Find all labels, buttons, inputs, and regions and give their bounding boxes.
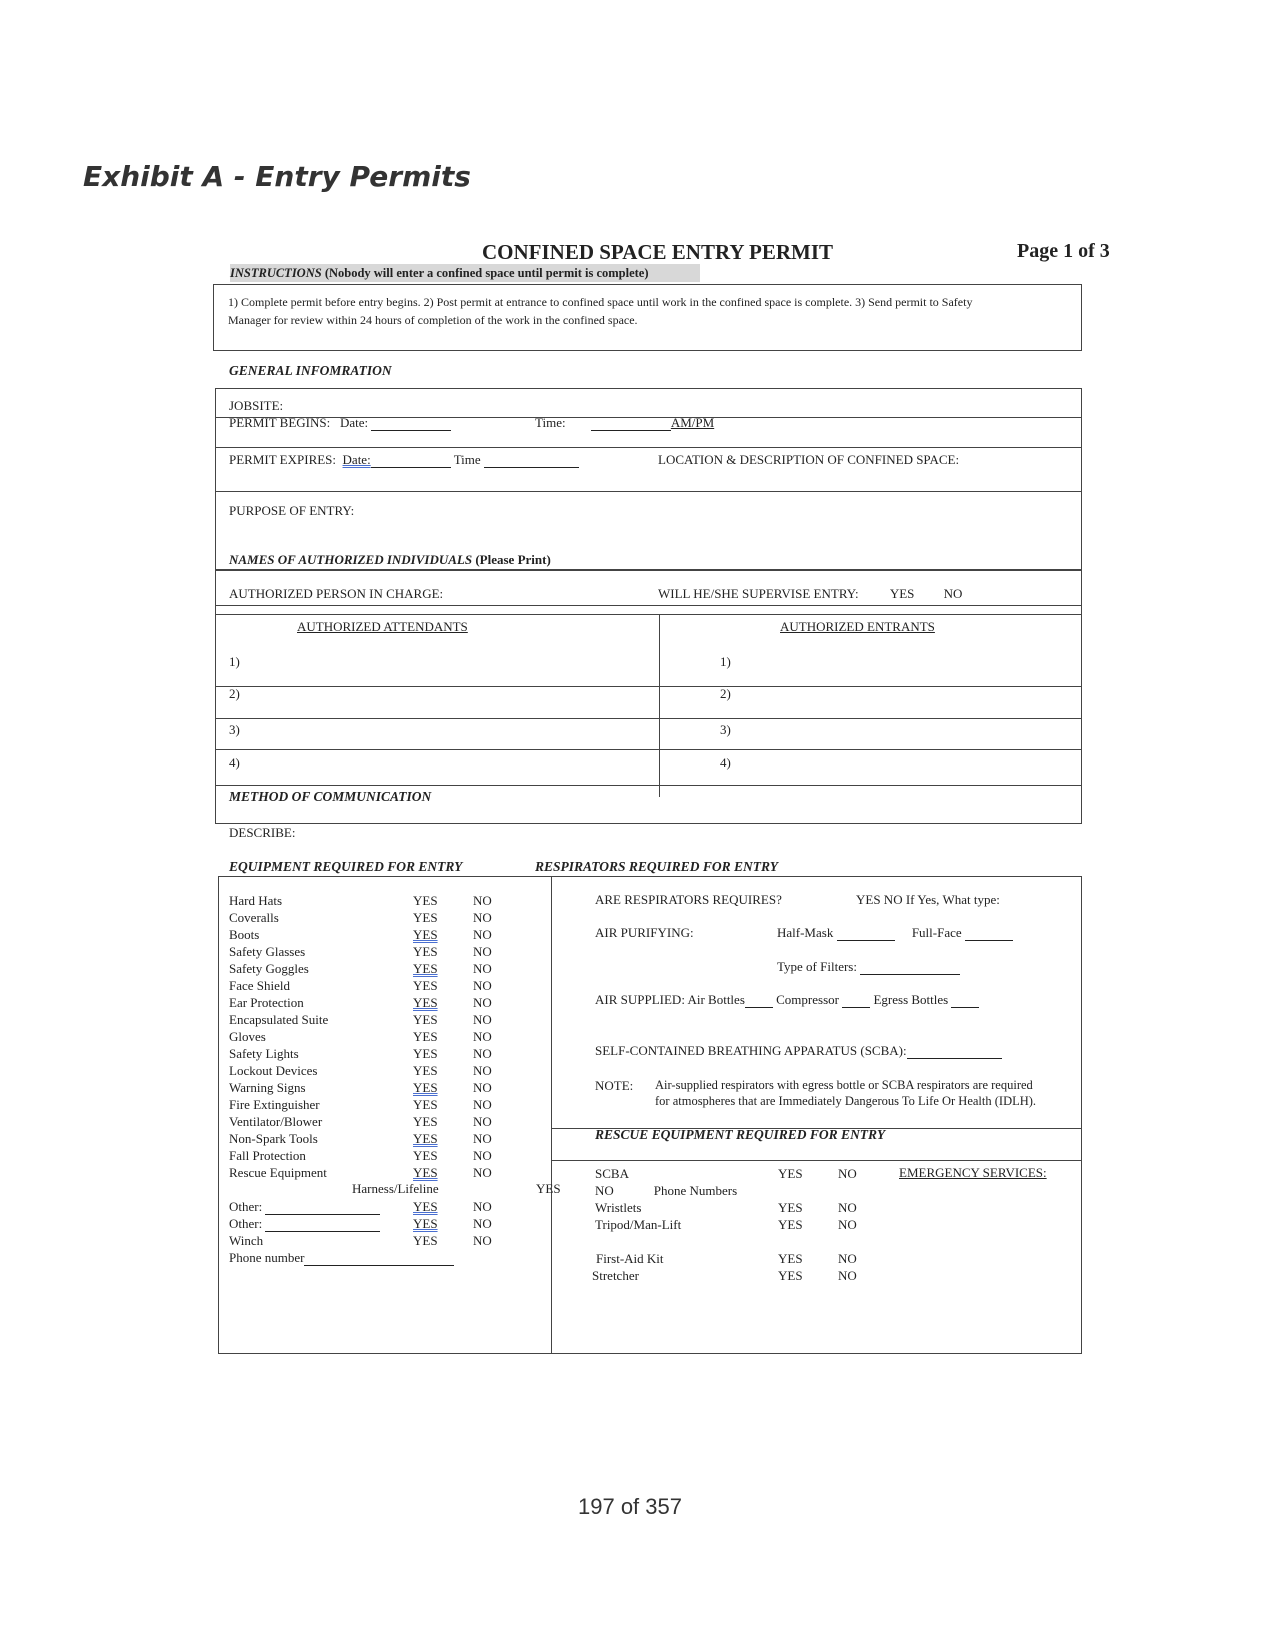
equipment-item: Boots — [229, 927, 260, 942]
tripod: Tripod/Man-Lift — [595, 1217, 682, 1232]
equipment-no[interactable]: NO — [473, 1165, 492, 1180]
equipment-yes[interactable]: YES — [413, 1114, 438, 1129]
equipment-items — [229, 892, 328, 1181]
rescue-no[interactable]: NO — [838, 1217, 857, 1232]
page-indicator: Page 1 of 3 — [1017, 240, 1110, 262]
permit-expires-label: PERMIT EXPIRES: — [229, 452, 337, 467]
expire-date-field[interactable] — [371, 455, 451, 468]
rescue-yes-column — [778, 1165, 803, 1233]
first-aid-no-column — [838, 1250, 857, 1284]
equipment-item: Ear Protection — [229, 995, 304, 1010]
equipment-item: Gloves — [229, 1029, 266, 1044]
harness-yes[interactable]: YES — [536, 1181, 561, 1196]
full-face-field[interactable] — [965, 928, 1013, 941]
first-aid-yes-column — [778, 1250, 803, 1284]
purpose-label: PURPOSE OF ENTRY: — [229, 503, 355, 518]
instructions-label — [230, 264, 700, 282]
equipment-no[interactable]: NO — [473, 944, 492, 959]
equipment-item: Rescue Equipment — [229, 1165, 327, 1180]
permit-begins-row — [229, 415, 451, 431]
names-note: (Please Print) — [475, 552, 551, 567]
equipment-item: Non-Spark Tools — [229, 1131, 318, 1146]
supervise-row — [658, 586, 962, 602]
begin-date-label: Date: — [340, 415, 369, 430]
equipment-yes[interactable]: YES — [413, 1131, 438, 1146]
equipment-yes[interactable]: YES — [413, 893, 438, 908]
page-number: 197 of 357 — [578, 1494, 682, 1519]
equipment-item: Coveralls — [229, 910, 279, 925]
entrant-1[interactable]: 1) — [720, 654, 731, 669]
supervise-label: WILL HE/SHE SUPERVISE ENTRY: — [658, 586, 859, 601]
rescue-no[interactable]: NO — [838, 1166, 857, 1181]
expire-time-field[interactable] — [484, 455, 579, 468]
full-face-label: Full-Face — [911, 925, 962, 940]
rescue-scba: SCBA — [595, 1166, 629, 1181]
equipment-item: Lockout Devices — [229, 1063, 318, 1078]
attendants-header: AUTHORIZED ATTENDANTS — [297, 619, 468, 634]
instructions-title: INSTRUCTIONS — [230, 266, 322, 280]
first-aid-items — [592, 1250, 664, 1284]
phone-number-field[interactable] — [304, 1253, 454, 1266]
air-purifying-label: AIR PURIFYING: — [595, 925, 694, 940]
attendant-2[interactable]: 2) — [229, 686, 240, 701]
attendant-1[interactable]: 1) — [229, 654, 240, 669]
instructions-text-1: 1) Complete permit before entry begins. 2) Post permit at entrance to confined space until work in the confined space is complete. 3) Send permit to Safety — [228, 295, 973, 309]
half-mask-field[interactable] — [837, 928, 895, 941]
equipment-yes[interactable]: YES — [413, 910, 438, 925]
equipment-no[interactable]: NO — [473, 1046, 492, 1061]
names-label: NAMES OF AUTHORIZED INDIVIDUALS — [229, 552, 473, 567]
first-aid-no[interactable]: NO — [838, 1251, 857, 1266]
equipment-no[interactable]: NO — [473, 1097, 492, 1112]
stretcher-yes[interactable]: YES — [778, 1268, 803, 1283]
wristlets: Wristlets — [595, 1200, 642, 1215]
equipment-yes[interactable]: YES — [413, 978, 438, 993]
divider — [215, 447, 1082, 448]
equipment-item: Fall Protection — [229, 1148, 306, 1163]
equipment-no[interactable]: NO — [473, 995, 492, 1010]
winch-yes[interactable]: YES — [413, 1233, 438, 1248]
divider — [215, 605, 1082, 606]
equipment-item: Safety Lights — [229, 1046, 299, 1061]
respirators-header: RESPIRATORS REQUIRED FOR ENTRY — [535, 859, 778, 874]
attendant-4[interactable]: 4) — [229, 755, 240, 770]
equipment-no[interactable]: NO — [473, 910, 492, 925]
entrants-header: AUTHORIZED ENTRANTS — [780, 619, 935, 634]
attendant-3[interactable]: 3) — [229, 722, 240, 737]
other-field[interactable] — [265, 1202, 380, 1215]
half-mask-label: Half-Mask — [777, 925, 834, 940]
equipment-yes[interactable]: YES — [413, 1148, 438, 1163]
equipment-no[interactable]: NO — [473, 1012, 492, 1027]
winch-label: Winch — [229, 1233, 264, 1248]
rescue-yes[interactable]: YES — [778, 1217, 803, 1232]
other-no[interactable]: NO — [473, 1199, 492, 1214]
mask-row — [777, 925, 1013, 941]
phone-number-label: Phone number — [229, 1250, 305, 1265]
equipment-no[interactable]: NO — [473, 1063, 492, 1078]
divider — [215, 718, 1082, 719]
emergency-services-label: EMERGENCY SERVICES: — [899, 1165, 1047, 1180]
rescue-yes[interactable]: YES — [778, 1166, 803, 1181]
equipment-no-column — [473, 892, 492, 1181]
ampm-label: AM/PM — [670, 415, 715, 430]
entrant-4[interactable]: 4) — [720, 755, 731, 770]
person-in-charge-label: AUTHORIZED PERSON IN CHARGE: — [229, 586, 444, 601]
equipment-yes[interactable]: YES — [413, 995, 438, 1010]
rescue-header: RESCUE EQUIPMENT REQUIRED FOR ENTRY — [595, 1127, 886, 1142]
entrant-3[interactable]: 3) — [720, 722, 731, 737]
respirators-required-label: ARE RESPIRATORS REQUIRES? — [595, 892, 782, 907]
general-info-header: GENERAL INFOMRATION — [229, 363, 392, 378]
equipment-no[interactable]: NO — [473, 927, 492, 942]
equipment-yes[interactable]: YES — [413, 1046, 438, 1061]
other-no[interactable]: NO — [473, 1216, 492, 1231]
other-field[interactable] — [265, 1219, 380, 1232]
equipment-yes[interactable]: YES — [413, 1080, 438, 1095]
begin-date-field[interactable] — [371, 418, 451, 431]
compressor-label: Compressor — [776, 992, 839, 1007]
divider — [215, 785, 1082, 786]
other-label: Other: — [229, 1199, 263, 1214]
equipment-no[interactable]: NO — [473, 1131, 492, 1146]
form-title: CONFINED SPACE ENTRY PERMIT — [482, 240, 834, 264]
equipment-no[interactable]: NO — [473, 978, 492, 993]
equipment-no[interactable]: NO — [473, 1148, 492, 1163]
expire-time-label: Time — [453, 452, 481, 467]
equipment-yes[interactable]: YES — [413, 1097, 438, 1112]
instructions-text-2: Manager for review within 24 hours of completion of the work in the confined space. — [228, 313, 638, 327]
supervise-yes[interactable]: YES — [889, 586, 915, 601]
equipment-yes[interactable]: YES — [413, 1012, 438, 1027]
equipment-yes[interactable]: YES — [413, 944, 438, 959]
method-header: METHOD OF COMMUNICATION — [229, 789, 432, 804]
column-divider — [659, 614, 660, 797]
phone-numbers-label: Phone Numbers — [653, 1183, 738, 1198]
equipment-header: EQUIPMENT REQUIRED FOR ENTRY — [229, 859, 463, 874]
stretcher-label: Stretcher — [592, 1268, 639, 1283]
divider — [215, 614, 1082, 615]
equipment-item: Hard Hats — [229, 893, 283, 908]
note-line-1: Air-supplied respirators with egress bottle or SCBA respirators are required — [655, 1078, 1033, 1092]
filters-label: Type of Filters: — [777, 959, 857, 974]
equipment-no[interactable]: NO — [473, 893, 492, 908]
equipment-item: Encapsulated Suite — [229, 1012, 329, 1027]
air-supplied-row — [595, 992, 979, 1008]
equipment-item: Fire Extinguisher — [229, 1097, 320, 1112]
entrant-2[interactable]: 2) — [720, 686, 731, 701]
supervise-no[interactable]: NO — [943, 586, 963, 601]
equipment-yes[interactable]: YES — [413, 1165, 438, 1180]
rescue-no[interactable]: NO — [595, 1183, 614, 1198]
rescue-no[interactable]: NO — [838, 1200, 857, 1215]
air-bottles-field[interactable] — [745, 995, 773, 1008]
divider — [215, 491, 1082, 492]
equipment-no[interactable]: NO — [473, 1080, 492, 1095]
describe-label: DESCRIBE: — [229, 825, 296, 840]
rescue-items — [595, 1165, 737, 1233]
filters-row — [777, 959, 960, 975]
rescue-yes[interactable]: YES — [778, 1200, 803, 1215]
equipment-yes[interactable]: YES — [413, 1029, 438, 1044]
equipment-no[interactable]: NO — [473, 1114, 492, 1129]
location-label: LOCATION & DESCRIPTION OF CONFINED SPACE: — [658, 452, 960, 467]
compressor-field[interactable] — [842, 995, 870, 1008]
equipment-yes-column — [413, 892, 438, 1181]
other-label: Other: — [229, 1216, 263, 1231]
equipment-yes[interactable]: YES — [413, 927, 438, 942]
note-line-2: for atmospheres that are Immediately Dangerous To Life Or Health (IDLH). — [655, 1094, 1037, 1108]
scba-label: SELF-CONTAINED BREATHING APPARATUS (SCBA): — [595, 1043, 907, 1058]
equipment-item: Safety Glasses — [229, 944, 306, 959]
begin-time-row — [535, 415, 714, 431]
other-yes-column — [413, 1198, 438, 1249]
harness-label: Harness/Lifeline — [352, 1181, 439, 1196]
scba-field[interactable] — [907, 1046, 1002, 1059]
rescue-no-row — [595, 1182, 737, 1199]
egress-field[interactable] — [951, 995, 979, 1008]
expire-date-label: Date: — [342, 452, 371, 467]
begin-time-label: Time: — [535, 415, 566, 430]
phone-row — [229, 1249, 454, 1266]
winch-no[interactable]: NO — [473, 1233, 492, 1248]
first-aid-label: First-Aid Kit — [596, 1251, 664, 1266]
equipment-item: Ventilator/Blower — [229, 1114, 323, 1129]
permit-begins-label: PERMIT BEGINS: — [229, 415, 331, 430]
divider — [551, 1160, 1081, 1161]
column-divider — [551, 876, 552, 1354]
equipment-no[interactable]: NO — [473, 1029, 492, 1044]
other-yes[interactable]: YES — [413, 1216, 438, 1231]
respirators-yes-no[interactable]: YES NO If Yes, What type: — [856, 892, 1000, 907]
egress-label: Egress Bottles — [873, 992, 949, 1007]
instructions-note: (Nobody will enter a confined space until permit is complete) — [324, 266, 649, 280]
page-heading: Exhibit A - Entry Permits — [83, 160, 471, 193]
other-no-column — [473, 1198, 492, 1249]
permit-expires-row — [229, 452, 579, 468]
first-aid-yes[interactable]: YES — [778, 1251, 803, 1266]
equipment-item: Safety Goggles — [229, 961, 309, 976]
scba-row — [595, 1043, 1002, 1059]
equipment-yes[interactable]: YES — [413, 1063, 438, 1078]
equipment-item: Face Shield — [229, 978, 291, 993]
names-header — [229, 552, 551, 568]
equipment-yes[interactable]: YES — [413, 961, 438, 976]
begin-time-field[interactable] — [591, 418, 671, 431]
filters-field[interactable] — [860, 962, 960, 975]
other-yes[interactable]: YES — [413, 1199, 438, 1214]
divider — [215, 749, 1082, 750]
rescue-no-column — [838, 1165, 857, 1233]
divider — [215, 686, 1082, 687]
equipment-no[interactable]: NO — [473, 961, 492, 976]
note-label: NOTE: — [595, 1078, 634, 1093]
equipment-item: Warning Signs — [229, 1080, 306, 1095]
air-supplied-label: AIR SUPPLIED: Air Bottles — [595, 992, 745, 1007]
stretcher-no[interactable]: NO — [838, 1268, 857, 1283]
jobsite-label: JOBSITE: — [229, 398, 284, 413]
